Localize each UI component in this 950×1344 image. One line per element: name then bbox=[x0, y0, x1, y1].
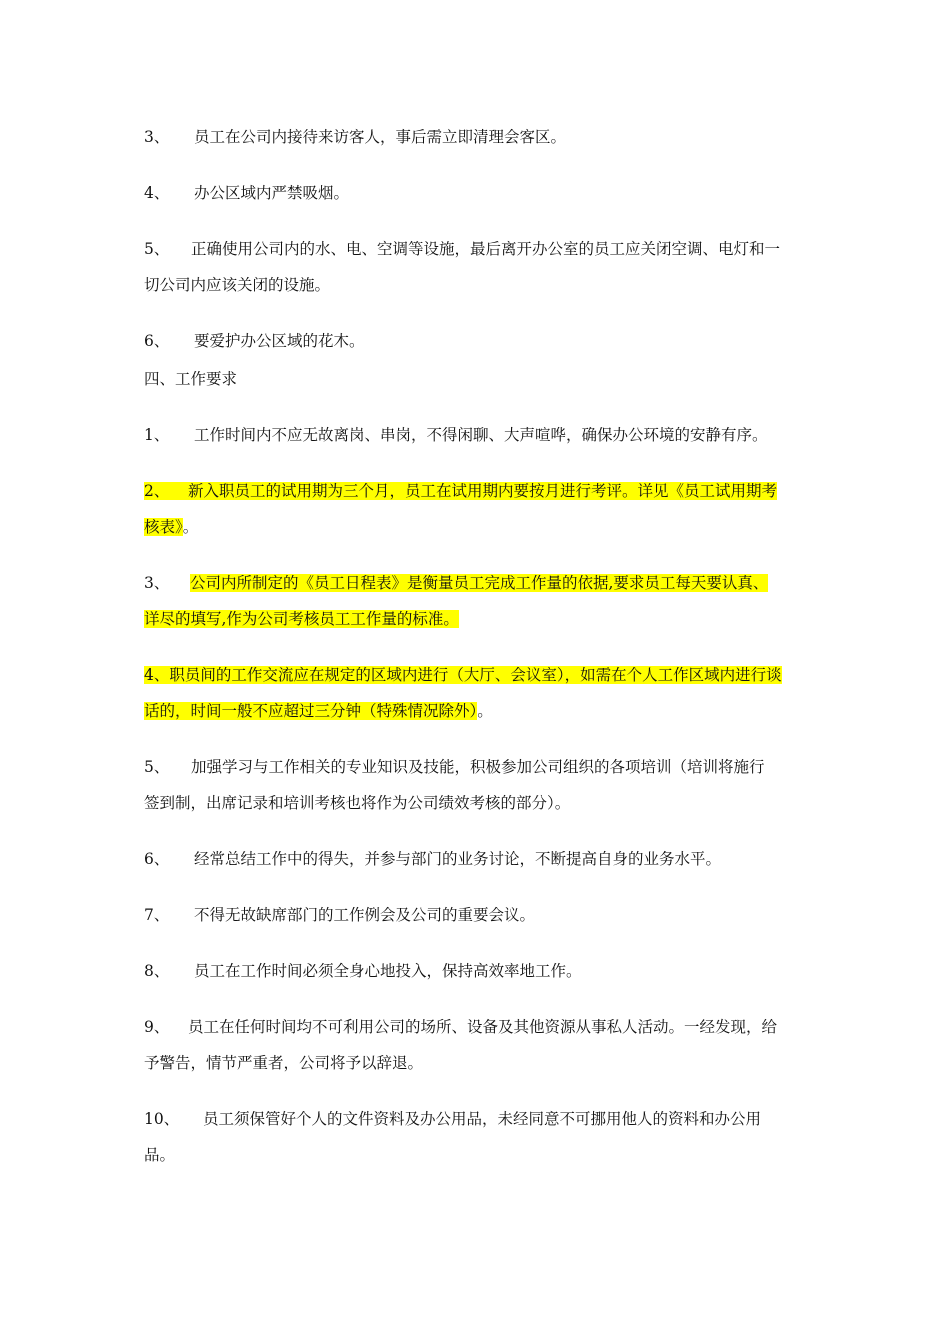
list-item-continuation: 签到制，出席记录和培训考核也将作为公司绩效考核的部分）。 bbox=[144, 794, 571, 812]
list-item-continuation bbox=[144, 609, 459, 629]
item-number: 5、 bbox=[144, 240, 170, 258]
list-item-continuation: 予警告，情节严重者，公司将予以辞退。 bbox=[144, 1054, 424, 1072]
item-text: 办公区域内严禁吸烟。 bbox=[194, 184, 350, 202]
list-item-continuation bbox=[144, 517, 198, 537]
list-item bbox=[144, 849, 721, 869]
highlighted-text: 详尽的填写,作为公司考核员工工作量的标准。 bbox=[144, 610, 459, 628]
highlighted-text: 4、职员间的工作交流应在规定的区域内进行（大厅、会议室），如需在个人工作区域内进行谈 bbox=[144, 666, 782, 684]
item-number: 4、 bbox=[144, 184, 170, 202]
list-item bbox=[144, 1017, 777, 1037]
item-number: 6、 bbox=[144, 850, 170, 868]
item-number: 3、 bbox=[144, 128, 170, 146]
item-number: 7、 bbox=[144, 906, 170, 924]
item-text: 正确使用公司内的水、电、空调等设施，最后离开办公室的员工应关闭空调、电灯和一 bbox=[191, 240, 781, 258]
item-text: 工作时间内不应无故离岗、串岗，不得闲聊、大声喧哗，确保办公环境的安静有序。 bbox=[194, 426, 768, 444]
trailing-text: 。 bbox=[182, 518, 199, 536]
list-item-highlighted bbox=[144, 665, 782, 685]
item-text: 新入职员工的试用期为三个月，员工在试用期内要按月进行考评。详见《员工试用期考 bbox=[188, 482, 778, 500]
list-item bbox=[144, 183, 349, 203]
highlighted-text: 核表》 bbox=[144, 518, 183, 536]
list-item bbox=[144, 757, 765, 777]
list-item-continuation bbox=[144, 701, 493, 721]
item-number: 5、 bbox=[144, 758, 170, 776]
item-number: 2、 bbox=[144, 482, 170, 500]
item-number: 10、 bbox=[144, 1110, 180, 1128]
item-text: 不得无故缺席部门的工作例会及公司的重要会议。 bbox=[194, 906, 536, 924]
item-number: 6、 bbox=[144, 332, 170, 350]
list-item-highlighted bbox=[144, 481, 777, 501]
item-text: 要爱护办公区域的花木。 bbox=[194, 332, 365, 350]
item-text: 员工须保管好个人的文件资料及办公用品，未经同意不可挪用他人的资料和办公用 bbox=[203, 1110, 762, 1128]
list-item bbox=[144, 961, 582, 981]
highlighted-text: 公司内所制定的《员工日程表》是衡量员工完成工作量的依据,要求员工每天要认真、 bbox=[190, 574, 769, 592]
item-number: 1、 bbox=[144, 426, 170, 444]
item-text: 员工在任何时间均不可利用公司的场所、设备及其他资源从事私人活动。一经发现，给 bbox=[188, 1018, 778, 1036]
item-number: 8、 bbox=[144, 962, 170, 980]
item-number: 9、 bbox=[144, 1018, 170, 1036]
trailing-text: 。 bbox=[477, 702, 493, 720]
list-item bbox=[144, 239, 780, 259]
item-number: 3、 bbox=[144, 574, 170, 592]
list-item-continuation: 切公司内应该关闭的设施。 bbox=[144, 276, 331, 294]
list-item bbox=[144, 127, 566, 147]
list-item-continuation: 品。 bbox=[144, 1146, 176, 1164]
list-item-highlighted bbox=[144, 573, 768, 593]
item-text: 经常总结工作中的得失，并参与部门的业务讨论，不断提高自身的业务水平。 bbox=[194, 850, 722, 868]
item-text: 员工在工作时间必须全身心地投入，保持高效率地工作。 bbox=[194, 962, 582, 980]
highlighted-text: 话的，时间一般不应超过三分钟（特殊情况除外） bbox=[144, 702, 478, 720]
item-text: 加强学习与工作相关的专业知识及技能，积极参加公司组织的各项培训（培训将施行 bbox=[191, 758, 765, 776]
item-text: 员工在公司内接待来访客人，事后需立即清理会客区。 bbox=[194, 128, 567, 146]
list-item bbox=[144, 331, 365, 351]
list-item bbox=[144, 1109, 761, 1129]
list-item bbox=[144, 905, 535, 925]
section-heading: 四、工作要求 bbox=[144, 370, 238, 388]
list-item bbox=[144, 425, 768, 445]
